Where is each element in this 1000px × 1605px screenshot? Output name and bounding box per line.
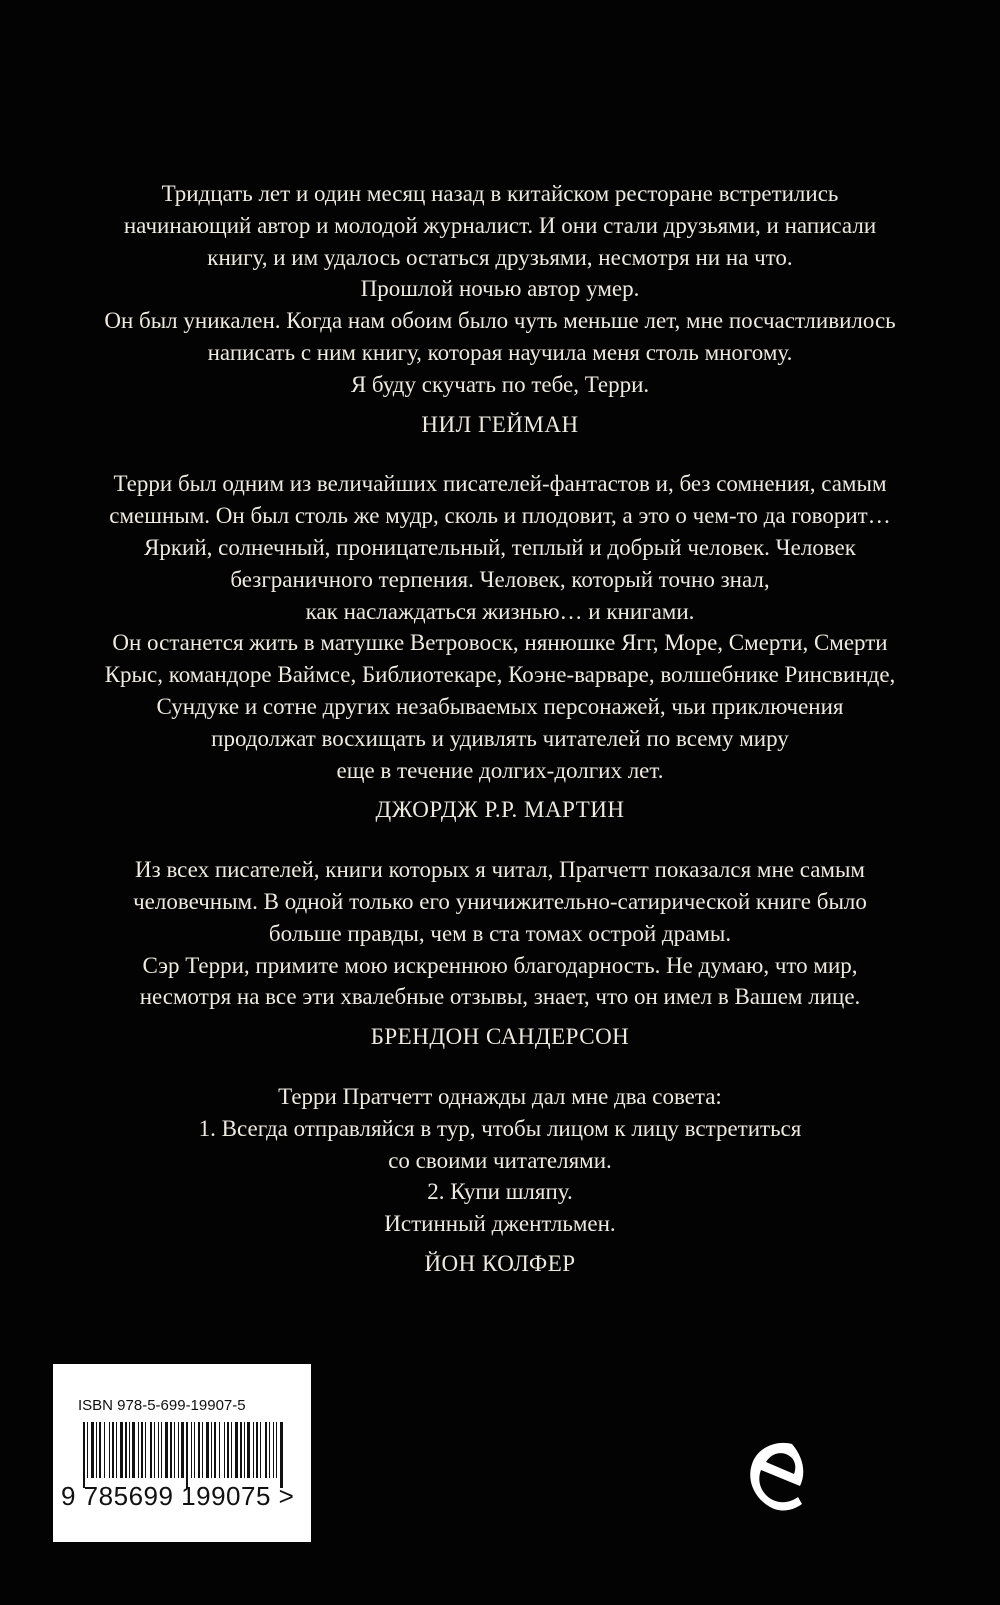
- barcode-bar: [178, 1422, 179, 1478]
- eksmo-logo-icon: [742, 1436, 812, 1518]
- barcode-bar: [145, 1422, 146, 1478]
- barcode-icon: [53, 1364, 311, 1542]
- quote-line: 1. Всегда отправляйся в тур, чтобы лицом к лицу встретиться: [198, 1115, 802, 1141]
- barcode-panel: [53, 1364, 311, 1542]
- barcode-bar: [211, 1422, 212, 1478]
- barcode-bar: [181, 1422, 184, 1478]
- barcode-bar: [198, 1422, 200, 1478]
- quote-line: Терри был одним из величайших писателей-фантастов и, без сомнения, самым: [113, 471, 887, 497]
- barcode-bar: [202, 1422, 203, 1478]
- barcode-bar: [125, 1422, 127, 1478]
- barcode-bar: [170, 1422, 172, 1478]
- quote-line: Тридцать лет и один месяц назад в китайском ресторане встретились: [161, 181, 839, 206]
- barcode-bar: [186, 1422, 188, 1488]
- quote-line: продолжат восхищать и удивлять читателей по всему миру: [211, 725, 789, 751]
- isbn-label: ISBN 978-5-699-19907-5: [78, 1397, 246, 1414]
- quote-author: ДЖОРДЖ Р.Р. МАРТИН: [375, 797, 625, 823]
- barcode-bar: [150, 1422, 152, 1478]
- quote-martin: [0, 468, 1000, 826]
- barcode-bar: [260, 1422, 261, 1478]
- quote-line: Крыс, командоре Ваймсе, Библиотекаре, Коэне-варваре, волшебнике Ринсвинде,: [104, 662, 896, 688]
- barcode-bar: [104, 1422, 105, 1478]
- quote-line: как наслаждаться жизнью… и книгами.: [305, 598, 695, 624]
- barcode-bar: [276, 1422, 277, 1478]
- quote-line: книгу, и им удалось остаться друзьями, несмотря ни на что.: [207, 244, 793, 270]
- barcode-bar: [269, 1422, 270, 1478]
- barcode-bar: [253, 1422, 254, 1478]
- quote-line: Из всех писателей, книги которых я читал, Пратчетт показался мне самым: [135, 857, 865, 883]
- barcode-bar: [227, 1422, 229, 1478]
- barcode-bar: [141, 1422, 143, 1478]
- barcode-bar: [224, 1422, 225, 1478]
- quote-line: Он был уникален. Когда нам обоим было чуть меньше лет, мне посчастливилось: [104, 308, 896, 334]
- barcode-bar: [116, 1422, 117, 1478]
- quote-line: Сундуке и сотне других незабываемых персонажей, чьи приключения: [156, 693, 844, 719]
- quote-line: больше правды, чем в ста томах острой драмы.: [268, 920, 732, 946]
- quote-line: Сэр Терри, примите мою искреннюю благодарность. Не думаю, что мир,: [142, 952, 858, 978]
- barcode-bar: [120, 1422, 123, 1478]
- quote-line: Истинный джентльмен.: [384, 1211, 616, 1237]
- quote-line: безграничного терпения. Человек, который точно знал,: [230, 566, 770, 592]
- barcode-bar: [219, 1422, 220, 1478]
- barcode-bar: [174, 1422, 175, 1478]
- barcode-bar: [138, 1422, 139, 1478]
- quote-line: 2. Купи шляпу.: [427, 1179, 573, 1205]
- quote-author: НИЛ ГЕЙМАН: [421, 411, 579, 437]
- barcode-bar: [273, 1422, 274, 1478]
- barcode-bar: [206, 1422, 209, 1478]
- quote-line: Прошлой ночью автор умер.: [360, 276, 640, 302]
- quote-line: Он останется жить в матушке Ветровоск, нянюшке Ягг, Море, Смерти, Смерти: [112, 630, 888, 656]
- quote-line: Я буду скучать по тебе, Терри.: [350, 371, 650, 397]
- quote-line: человечным. В одной только его уничижительно-сатирической книге было: [133, 888, 867, 914]
- quote-author: ЙОН КОЛФЕР: [424, 1250, 576, 1276]
- quote-line: со своими читателями.: [388, 1147, 612, 1173]
- barcode-bar: [109, 1422, 110, 1478]
- quote-sanderson: [0, 854, 1000, 1053]
- quote-line: несмотря на все эти хвалебные отзывы, знает, что он имел в Вашем лице.: [139, 984, 861, 1010]
- barcode-bar: [87, 1422, 88, 1478]
- quote-line: Терри Пратчетт однажды дал мне два совета:: [278, 1083, 722, 1109]
- quote-line: смешным. Он был столь же мудр, сколь и плодовит, а это о чем-то да говорит…: [109, 503, 891, 529]
- barcode-bar: [194, 1422, 195, 1478]
- barcode-bar: [154, 1422, 155, 1478]
- barcode-bar: [165, 1422, 168, 1478]
- barcode-bar: [240, 1422, 242, 1478]
- quotes-block: [0, 178, 1000, 1308]
- quote-colfer: [0, 1081, 1000, 1280]
- barcode-bar: [158, 1422, 159, 1478]
- quote-author: БРЕНДОН САНДЕРСОН: [370, 1024, 630, 1050]
- barcode-bar: [256, 1422, 258, 1478]
- barcode-bar: [280, 1422, 283, 1488]
- barcode-bar: [231, 1422, 232, 1478]
- barcode-bar: [96, 1422, 97, 1478]
- quote-line: начинающий автор и молодой журналист. И они стали друзьями, и написали: [123, 212, 877, 238]
- barcode-bar: [191, 1422, 192, 1478]
- barcode-bar: [99, 1422, 101, 1478]
- barcode-bar: [235, 1422, 238, 1478]
- barcode-bar: [132, 1422, 135, 1478]
- barcode-bar: [161, 1422, 162, 1478]
- quote-line: написать с ним книгу, которая научила меня столь многому.: [207, 339, 793, 365]
- barcode-digits: 9 785699 199075 >: [61, 1481, 295, 1511]
- quote-gaiman: [0, 178, 1000, 440]
- barcode-bar: [265, 1422, 267, 1478]
- quote-line: Яркий, солнечный, проницательный, теплый и добрый человек. Человек: [144, 534, 856, 560]
- quote-line: еще в течение долгих-долгих лет.: [336, 757, 664, 783]
- barcode-bar: [247, 1422, 250, 1478]
- barcode-bar: [83, 1422, 85, 1488]
- barcode-bar: [214, 1422, 216, 1478]
- barcode-bar: [244, 1422, 245, 1478]
- barcode-bar: [91, 1422, 94, 1478]
- barcode-bar: [129, 1422, 130, 1478]
- barcode-bar: [112, 1422, 114, 1478]
